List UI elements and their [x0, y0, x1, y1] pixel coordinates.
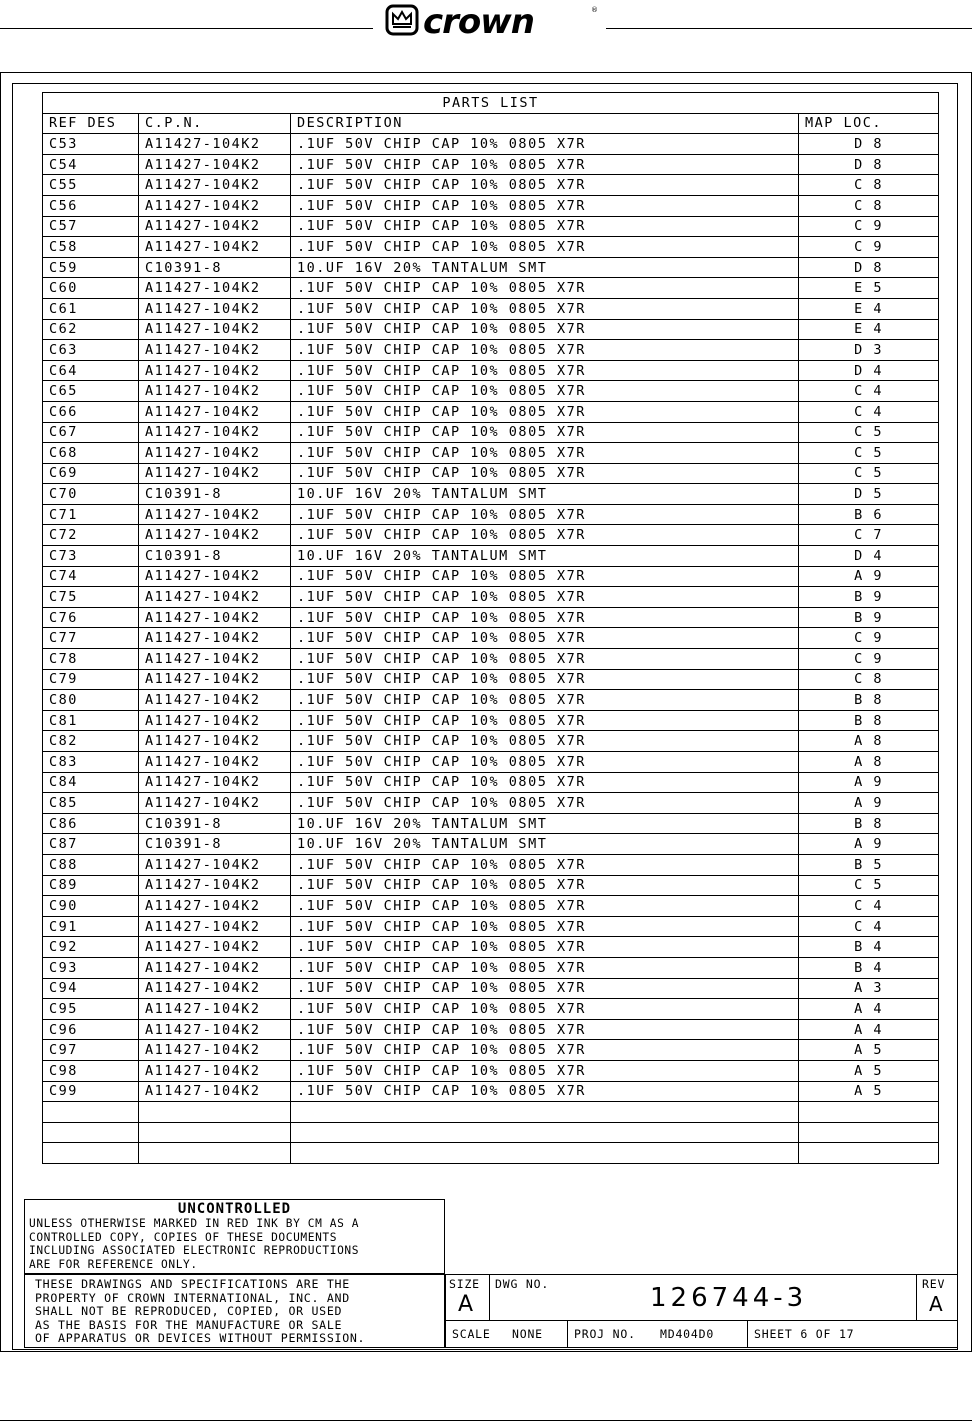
cpn-cell: A11427-104K2 [139, 978, 291, 999]
cpn-cell: A11427-104K2 [139, 504, 291, 525]
ref-des-cell: C97 [43, 1040, 139, 1061]
map-loc-cell: B 4 [799, 957, 939, 978]
table-row [43, 587, 939, 608]
cpn-cell: A11427-104K2 [139, 360, 291, 381]
table-row [43, 813, 939, 834]
table-row [43, 999, 939, 1020]
description-cell: .1UF 50V CHIP CAP 10% 0805 X7R [291, 298, 799, 319]
map-loc-cell: D 8 [799, 154, 939, 175]
cpn-cell: A11427-104K2 [139, 896, 291, 917]
cpn-cell: A11427-104K2 [139, 628, 291, 649]
description-cell: .1UF 50V CHIP CAP 10% 0805 X7R [291, 854, 799, 875]
map-loc-cell: A 5 [799, 1060, 939, 1081]
map-loc-cell: C 4 [799, 896, 939, 917]
ref-des-cell: C77 [43, 628, 139, 649]
map-loc-cell [799, 1102, 939, 1123]
table-row [43, 1060, 939, 1081]
uncontrolled-notice [24, 1199, 445, 1274]
rev-value: A [929, 1292, 944, 1316]
description-cell: .1UF 50V CHIP CAP 10% 0805 X7R [291, 360, 799, 381]
ref-des-cell: C67 [43, 422, 139, 443]
property-line: PROPERTY OF CROWN INTERNATIONAL, INC. AND [35, 1290, 350, 1305]
map-loc-cell: C 5 [799, 463, 939, 484]
ref-des-cell [43, 1143, 139, 1164]
cpn-cell: A11427-104K2 [139, 937, 291, 958]
property-line: SHALL NOT BE REPRODUCED, COPIED, OR USED [35, 1304, 343, 1318]
table-header-row [43, 113, 939, 134]
map-loc-cell: D 8 [799, 134, 939, 155]
cpn-cell: C10391-8 [139, 546, 291, 567]
map-loc-cell: C 5 [799, 443, 939, 464]
cpn-cell: C10391-8 [139, 484, 291, 505]
column-header-map-loc: MAP LOC. [799, 113, 939, 134]
table-row [43, 360, 939, 381]
ref-des-cell: C53 [43, 134, 139, 155]
description-cell: .1UF 50V CHIP CAP 10% 0805 X7R [291, 752, 799, 773]
map-loc-cell: A 5 [799, 1081, 939, 1102]
table-row [43, 381, 939, 402]
column-header-description: DESCRIPTION [291, 113, 799, 134]
property-line: THESE DRAWINGS AND SPECIFICATIONS ARE THE [35, 1277, 350, 1291]
cpn-cell: A11427-104K2 [139, 195, 291, 216]
table-row [43, 1081, 939, 1102]
description-cell: .1UF 50V CHIP CAP 10% 0805 X7R [291, 175, 799, 196]
cpn-cell: A11427-104K2 [139, 793, 291, 814]
table-row [43, 463, 939, 484]
cpn-cell: A11427-104K2 [139, 175, 291, 196]
size-value: A [458, 1292, 474, 1317]
ref-des-cell: C58 [43, 237, 139, 258]
map-loc-cell: B 9 [799, 587, 939, 608]
table-row [43, 1019, 939, 1040]
cpn-cell: A11427-104K2 [139, 587, 291, 608]
description-cell: .1UF 50V CHIP CAP 10% 0805 X7R [291, 731, 799, 752]
map-loc-cell: E 4 [799, 319, 939, 340]
table-row [43, 731, 939, 752]
ref-des-cell: C71 [43, 504, 139, 525]
cpn-cell: A11427-104K2 [139, 1060, 291, 1081]
description-cell: .1UF 50V CHIP CAP 10% 0805 X7R [291, 443, 799, 464]
table-row [43, 752, 939, 773]
table-row [43, 628, 939, 649]
ref-des-cell: C80 [43, 690, 139, 711]
parts-list-table [42, 92, 939, 1164]
table-row [43, 1122, 939, 1143]
notice-heading: UNCONTROLLED [177, 1201, 292, 1217]
map-loc-cell: C 9 [799, 649, 939, 670]
map-loc-cell: E 4 [799, 298, 939, 319]
description-cell: .1UF 50V CHIP CAP 10% 0805 X7R [291, 340, 799, 361]
description-cell: .1UF 50V CHIP CAP 10% 0805 X7R [291, 1060, 799, 1081]
map-loc-cell [799, 1143, 939, 1164]
map-loc-cell: B 8 [799, 813, 939, 834]
svg-text:crown: crown [423, 2, 534, 38]
ref-des-cell: C76 [43, 607, 139, 628]
table-row [43, 710, 939, 731]
sheet-cell [748, 1321, 957, 1347]
description-cell: .1UF 50V CHIP CAP 10% 0805 X7R [291, 690, 799, 711]
cpn-cell: A11427-104K2 [139, 875, 291, 896]
table-row [43, 937, 939, 958]
map-loc-cell: C 8 [799, 669, 939, 690]
ref-des-cell: C92 [43, 937, 139, 958]
description-cell: .1UF 50V CHIP CAP 10% 0805 X7R [291, 566, 799, 587]
map-loc-cell: C 8 [799, 175, 939, 196]
map-loc-cell: A 9 [799, 566, 939, 587]
description-cell: .1UF 50V CHIP CAP 10% 0805 X7R [291, 896, 799, 917]
cpn-cell: A11427-104K2 [139, 957, 291, 978]
property-line: OF APPARATUS OR DEVICES WITHOUT PERMISSION. [35, 1331, 366, 1345]
cpn-cell: A11427-104K2 [139, 298, 291, 319]
cpn-cell: A11427-104K2 [139, 381, 291, 402]
map-loc-cell: A 9 [799, 772, 939, 793]
description-cell: .1UF 50V CHIP CAP 10% 0805 X7R [291, 937, 799, 958]
description-cell: 10.UF 16V 20% TANTALUM SMT [291, 257, 799, 278]
ref-des-cell: C72 [43, 525, 139, 546]
description-cell: .1UF 50V CHIP CAP 10% 0805 X7R [291, 1081, 799, 1102]
cpn-cell [139, 1102, 291, 1123]
ref-des-cell: C84 [43, 772, 139, 793]
ref-des-cell: C91 [43, 916, 139, 937]
table-row [43, 957, 939, 978]
ref-des-cell: C99 [43, 1081, 139, 1102]
dwg-label: DWG NO. [495, 1277, 550, 1291]
map-loc-cell: B 9 [799, 607, 939, 628]
notice-line: INCLUDING ASSOCIATED ELECTRONIC REPRODUCTIONS [29, 1244, 360, 1257]
table-row [43, 546, 939, 567]
table-row [43, 504, 939, 525]
ref-des-cell: C73 [43, 546, 139, 567]
map-loc-cell: C 4 [799, 401, 939, 422]
cpn-cell: A11427-104K2 [139, 999, 291, 1020]
ref-des-cell: C83 [43, 752, 139, 773]
table-row [43, 649, 939, 670]
map-loc-cell: D 5 [799, 484, 939, 505]
ref-des-cell: C74 [43, 566, 139, 587]
table-row [43, 401, 939, 422]
dwg-cell [490, 1275, 917, 1321]
cpn-cell: A11427-104K2 [139, 669, 291, 690]
ref-des-cell: C59 [43, 257, 139, 278]
map-loc-cell: A 8 [799, 731, 939, 752]
dwg-number: 126744-3 [650, 1283, 808, 1313]
cpn-cell: A11427-104K2 [139, 340, 291, 361]
crown-icon [383, 2, 599, 38]
map-loc-cell: D 4 [799, 360, 939, 381]
table-row [43, 443, 939, 464]
map-loc-cell: B 8 [799, 710, 939, 731]
rev-label: REV [922, 1277, 946, 1291]
cpn-cell: A11427-104K2 [139, 649, 291, 670]
cpn-cell: A11427-104K2 [139, 607, 291, 628]
header-rule-right [606, 28, 972, 29]
table-row [43, 834, 939, 855]
description-cell: .1UF 50V CHIP CAP 10% 0805 X7R [291, 1019, 799, 1040]
ref-des-cell: C75 [43, 587, 139, 608]
rev-cell [917, 1275, 957, 1321]
map-loc-cell: C 9 [799, 216, 939, 237]
notice-line: ARE FOR REFERENCE ONLY. [29, 1257, 198, 1271]
cpn-cell: A11427-104K2 [139, 443, 291, 464]
map-loc-cell [799, 1122, 939, 1143]
crown-logo [383, 2, 599, 38]
proj-label: PROJ NO. [574, 1327, 636, 1341]
description-cell: .1UF 50V CHIP CAP 10% 0805 X7R [291, 154, 799, 175]
cpn-cell: A11427-104K2 [139, 134, 291, 155]
parts-list-title: PARTS LIST [43, 93, 939, 114]
notice-line: UNLESS OTHERWISE MARKED IN RED INK BY CM AS A [29, 1217, 360, 1230]
ref-des-cell: C81 [43, 710, 139, 731]
cpn-cell: A11427-104K2 [139, 731, 291, 752]
table-row [43, 525, 939, 546]
description-cell: 10.UF 16V 20% TANTALUM SMT [291, 834, 799, 855]
cpn-cell: C10391-8 [139, 257, 291, 278]
scale-value: NONE [512, 1327, 543, 1341]
map-loc-cell: B 6 [799, 504, 939, 525]
ref-des-cell: C57 [43, 216, 139, 237]
table-row [43, 793, 939, 814]
table-row [43, 896, 939, 917]
ref-des-cell: C65 [43, 381, 139, 402]
map-loc-cell: C 4 [799, 916, 939, 937]
map-loc-cell: A 4 [799, 1019, 939, 1040]
ref-des-cell: C95 [43, 999, 139, 1020]
map-loc-cell: B 8 [799, 690, 939, 711]
cpn-cell: A11427-104K2 [139, 463, 291, 484]
description-cell: .1UF 50V CHIP CAP 10% 0805 X7R [291, 422, 799, 443]
cpn-cell: A11427-104K2 [139, 422, 291, 443]
map-loc-cell: C 5 [799, 875, 939, 896]
cpn-cell [139, 1122, 291, 1143]
ref-des-cell: C87 [43, 834, 139, 855]
description-cell: .1UF 50V CHIP CAP 10% 0805 X7R [291, 999, 799, 1020]
map-loc-cell: A 8 [799, 752, 939, 773]
description-cell: .1UF 50V CHIP CAP 10% 0805 X7R [291, 916, 799, 937]
description-cell [291, 1122, 799, 1143]
proj-cell [568, 1321, 748, 1347]
table-row [43, 216, 939, 237]
description-cell: .1UF 50V CHIP CAP 10% 0805 X7R [291, 957, 799, 978]
table-row [43, 916, 939, 937]
cpn-cell: A11427-104K2 [139, 916, 291, 937]
ref-des-cell [43, 1102, 139, 1123]
ref-des-cell: C56 [43, 195, 139, 216]
proj-value: MD404D0 [660, 1327, 715, 1341]
description-cell: .1UF 50V CHIP CAP 10% 0805 X7R [291, 649, 799, 670]
table-row [43, 278, 939, 299]
ref-des-cell: C54 [43, 154, 139, 175]
description-cell: .1UF 50V CHIP CAP 10% 0805 X7R [291, 278, 799, 299]
map-loc-cell: B 5 [799, 854, 939, 875]
svg-text:®: ® [591, 6, 598, 14]
map-loc-cell: E 5 [799, 278, 939, 299]
map-loc-cell: C 4 [799, 381, 939, 402]
map-loc-cell: C 9 [799, 628, 939, 649]
cpn-cell: A11427-104K2 [139, 1081, 291, 1102]
header-rule-left [0, 28, 373, 29]
cpn-cell: A11427-104K2 [139, 319, 291, 340]
ref-des-cell: C98 [43, 1060, 139, 1081]
description-cell [291, 1143, 799, 1164]
table-row [43, 566, 939, 587]
description-cell: .1UF 50V CHIP CAP 10% 0805 X7R [291, 875, 799, 896]
description-cell: .1UF 50V CHIP CAP 10% 0805 X7R [291, 978, 799, 999]
description-cell: .1UF 50V CHIP CAP 10% 0805 X7R [291, 525, 799, 546]
table-row [43, 154, 939, 175]
ref-des-cell: C60 [43, 278, 139, 299]
description-cell: .1UF 50V CHIP CAP 10% 0805 X7R [291, 628, 799, 649]
sheet-number: SHEET 6 OF 17 [754, 1327, 855, 1341]
title-block [445, 1274, 958, 1348]
table-row [43, 340, 939, 361]
scale-label: SCALE [452, 1327, 491, 1341]
ref-des-cell: C68 [43, 443, 139, 464]
cpn-cell: C10391-8 [139, 834, 291, 855]
map-loc-cell: C 8 [799, 195, 939, 216]
description-cell: .1UF 50V CHIP CAP 10% 0805 X7R [291, 1040, 799, 1061]
ref-des-cell: C78 [43, 649, 139, 670]
description-cell: .1UF 50V CHIP CAP 10% 0805 X7R [291, 195, 799, 216]
ref-des-cell: C70 [43, 484, 139, 505]
map-loc-cell: C 9 [799, 237, 939, 258]
ref-des-cell: C96 [43, 1019, 139, 1040]
table-row [43, 669, 939, 690]
ref-des-cell: C61 [43, 298, 139, 319]
map-loc-cell: A 4 [799, 999, 939, 1020]
table-row [43, 237, 939, 258]
property-line: AS THE BASIS FOR THE MANUFACTURE OR SALE [35, 1317, 343, 1332]
table-row [43, 175, 939, 196]
ref-des-cell: C66 [43, 401, 139, 422]
map-loc-cell: A 5 [799, 1040, 939, 1061]
map-loc-cell: B 4 [799, 937, 939, 958]
column-header-cpn: C.P.N. [139, 113, 291, 134]
cpn-cell: A11427-104K2 [139, 1019, 291, 1040]
description-cell: .1UF 50V CHIP CAP 10% 0805 X7R [291, 463, 799, 484]
cpn-cell: A11427-104K2 [139, 690, 291, 711]
footer-rule [0, 1420, 972, 1421]
table-row [43, 195, 939, 216]
ref-des-cell: C86 [43, 813, 139, 834]
map-loc-cell: A 3 [799, 978, 939, 999]
description-cell: .1UF 50V CHIP CAP 10% 0805 X7R [291, 134, 799, 155]
description-cell [291, 1102, 799, 1123]
ref-des-cell: C55 [43, 175, 139, 196]
ref-des-cell: C85 [43, 793, 139, 814]
cpn-cell: A11427-104K2 [139, 216, 291, 237]
scale-cell [446, 1321, 568, 1347]
map-loc-cell: A 9 [799, 834, 939, 855]
column-header-ref-des: REF DES [43, 113, 139, 134]
ref-des-cell: C79 [43, 669, 139, 690]
description-cell: .1UF 50V CHIP CAP 10% 0805 X7R [291, 587, 799, 608]
description-cell: .1UF 50V CHIP CAP 10% 0805 X7R [291, 237, 799, 258]
table-row [43, 607, 939, 628]
table-row [43, 1102, 939, 1123]
table-row [43, 690, 939, 711]
table-row [43, 319, 939, 340]
table-row [43, 134, 939, 155]
description-cell: .1UF 50V CHIP CAP 10% 0805 X7R [291, 504, 799, 525]
size-cell [446, 1275, 490, 1321]
description-cell: .1UF 50V CHIP CAP 10% 0805 X7R [291, 669, 799, 690]
map-loc-cell: D 4 [799, 546, 939, 567]
cpn-cell: A11427-104K2 [139, 752, 291, 773]
cpn-cell: A11427-104K2 [139, 401, 291, 422]
cpn-cell: A11427-104K2 [139, 772, 291, 793]
table-row [43, 978, 939, 999]
ref-des-cell: C62 [43, 319, 139, 340]
map-loc-cell: C 5 [799, 422, 939, 443]
description-cell: 10.UF 16V 20% TANTALUM SMT [291, 546, 799, 567]
description-cell: .1UF 50V CHIP CAP 10% 0805 X7R [291, 319, 799, 340]
description-cell: 10.UF 16V 20% TANTALUM SMT [291, 813, 799, 834]
description-cell: .1UF 50V CHIP CAP 10% 0805 X7R [291, 607, 799, 628]
notice-line: CONTROLLED COPY, COPIES OF THESE DOCUMENTS [29, 1230, 338, 1244]
description-cell: .1UF 50V CHIP CAP 10% 0805 X7R [291, 793, 799, 814]
cpn-cell: A11427-104K2 [139, 710, 291, 731]
description-cell: .1UF 50V CHIP CAP 10% 0805 X7R [291, 772, 799, 793]
property-statement [24, 1274, 445, 1348]
cpn-cell: A11427-104K2 [139, 237, 291, 258]
table-row [43, 298, 939, 319]
table-row [43, 875, 939, 896]
ref-des-cell [43, 1122, 139, 1143]
description-cell: .1UF 50V CHIP CAP 10% 0805 X7R [291, 381, 799, 402]
cpn-cell: A11427-104K2 [139, 1040, 291, 1061]
description-cell: .1UF 50V CHIP CAP 10% 0805 X7R [291, 401, 799, 422]
table-row [43, 1143, 939, 1164]
cpn-cell: A11427-104K2 [139, 278, 291, 299]
cpn-cell: A11427-104K2 [139, 154, 291, 175]
map-loc-cell: D 3 [799, 340, 939, 361]
table-row [43, 1040, 939, 1061]
map-loc-cell: C 7 [799, 525, 939, 546]
ref-des-cell: C64 [43, 360, 139, 381]
description-cell: .1UF 50V CHIP CAP 10% 0805 X7R [291, 710, 799, 731]
cpn-cell [139, 1143, 291, 1164]
table-row [43, 257, 939, 278]
cpn-cell: A11427-104K2 [139, 525, 291, 546]
description-cell: 10.UF 16V 20% TANTALUM SMT [291, 484, 799, 505]
table-row [43, 422, 939, 443]
ref-des-cell: C63 [43, 340, 139, 361]
ref-des-cell: C69 [43, 463, 139, 484]
table-row [43, 772, 939, 793]
ref-des-cell: C82 [43, 731, 139, 752]
ref-des-cell: C90 [43, 896, 139, 917]
ref-des-cell: C94 [43, 978, 139, 999]
map-loc-cell: A 9 [799, 793, 939, 814]
size-label: SIZE [449, 1277, 480, 1291]
table-row [43, 854, 939, 875]
ref-des-cell: C93 [43, 957, 139, 978]
description-cell: .1UF 50V CHIP CAP 10% 0805 X7R [291, 216, 799, 237]
cpn-cell: A11427-104K2 [139, 854, 291, 875]
ref-des-cell: C89 [43, 875, 139, 896]
table-row [43, 484, 939, 505]
cpn-cell: C10391-8 [139, 813, 291, 834]
ref-des-cell: C88 [43, 854, 139, 875]
map-loc-cell: D 8 [799, 257, 939, 278]
cpn-cell: A11427-104K2 [139, 566, 291, 587]
